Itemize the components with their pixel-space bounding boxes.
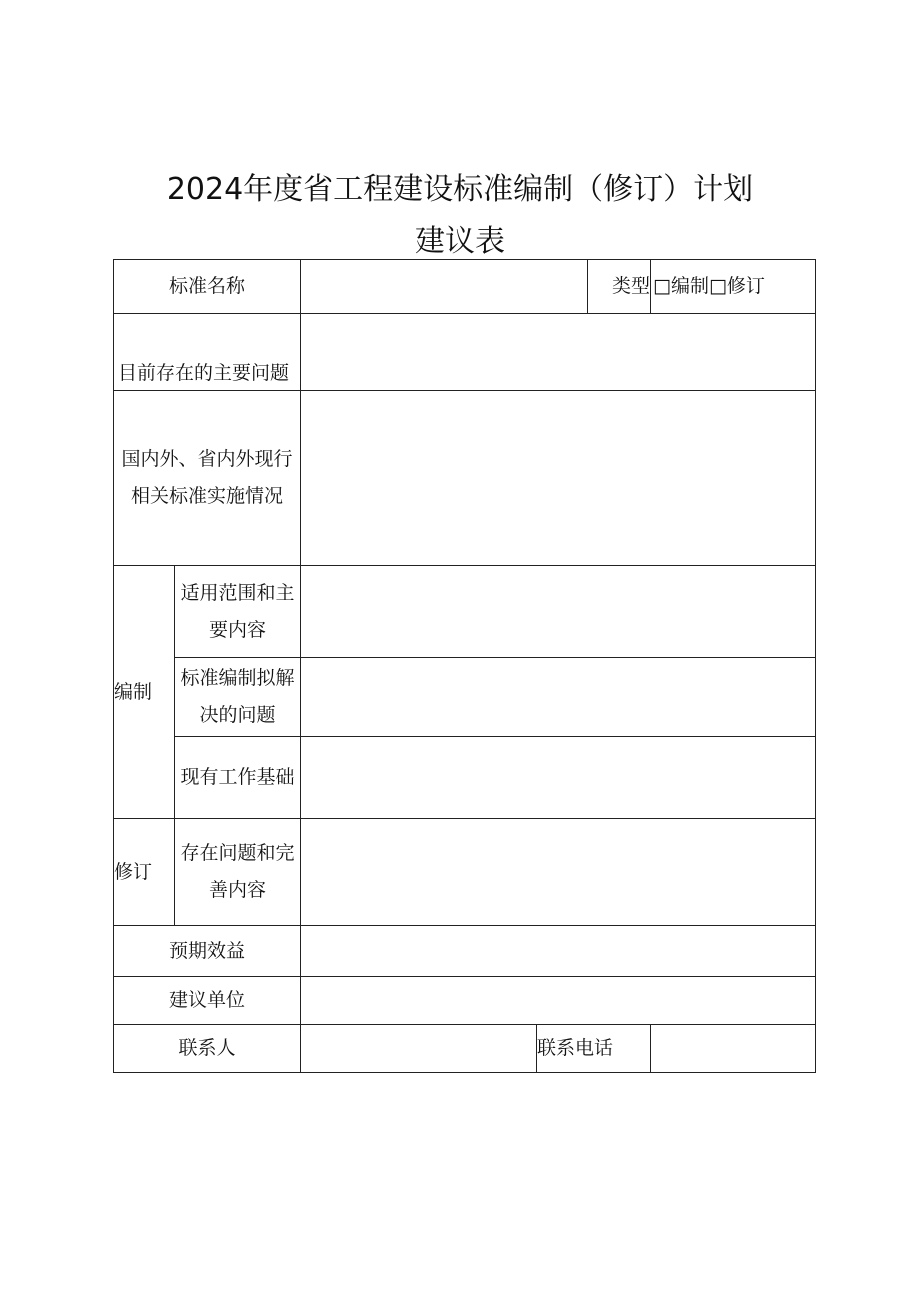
- row-compile-issues: [114, 658, 816, 737]
- contact-person-field[interactable]: [301, 1025, 537, 1073]
- row-contact: [114, 1025, 816, 1073]
- row-compile-scope: [114, 566, 816, 658]
- compile-scope-label-line-2: 要内容: [209, 618, 267, 641]
- type-options: [651, 260, 816, 314]
- contact-phone-field[interactable]: [651, 1025, 816, 1073]
- compile-foundation-label: 现有工作基础: [175, 737, 301, 819]
- type-option-revise[interactable]: □修订: [708, 275, 765, 297]
- standard-name-label: 标准名称: [114, 260, 301, 314]
- row-related-standards: [114, 391, 816, 566]
- proposing-unit-field[interactable]: [301, 977, 816, 1025]
- row-compile-foundation: [114, 737, 816, 819]
- related-standards-label: [114, 391, 301, 566]
- compile-issues-field[interactable]: [301, 658, 816, 737]
- row-expected-benefits: [114, 926, 816, 977]
- contact-phone-label: 联系电话: [537, 1025, 651, 1073]
- row-current-problems: [114, 314, 816, 391]
- revise-content-field[interactable]: [301, 819, 816, 926]
- row-standard-name: [114, 260, 816, 314]
- current-problems-label: 目前存在的主要问题: [114, 314, 301, 391]
- compile-label: 编制: [114, 566, 175, 819]
- expected-benefits-field[interactable]: [301, 926, 816, 977]
- contact-person-label: 联系人: [114, 1025, 301, 1073]
- proposing-unit-label: 建议单位: [114, 977, 301, 1025]
- compile-issues-label-line-1: 标准编制拟解: [180, 667, 295, 689]
- compile-issues-label-line-2: 决的问题: [199, 704, 276, 726]
- proposal-form-table: [113, 259, 816, 1073]
- expected-benefits-label: 预期效益: [114, 926, 301, 977]
- type-option-compile[interactable]: □编制: [653, 275, 709, 297]
- related-standards-field[interactable]: [301, 391, 816, 566]
- compile-foundation-field[interactable]: [301, 737, 816, 819]
- related-standards-label-line-2: 相关标准实施情况: [131, 485, 284, 507]
- revise-content-label-line-1: 存在问题和完: [180, 842, 295, 864]
- revise-content-label-line-2: 善内容: [209, 879, 267, 901]
- compile-scope-label: [175, 566, 301, 658]
- row-proposing-unit: [114, 977, 816, 1025]
- compile-scope-field[interactable]: [301, 566, 816, 658]
- revise-content-label: [175, 819, 301, 926]
- document-title: [0, 164, 920, 268]
- title-line-1: 2024年度省工程建设标准编制（修订）计划: [166, 172, 754, 207]
- title-line-2: 建议表: [415, 224, 505, 259]
- row-revise: [114, 819, 816, 926]
- current-problems-field[interactable]: [301, 314, 816, 391]
- revise-label: 修订: [114, 819, 175, 926]
- compile-issues-label: [175, 658, 301, 737]
- standard-name-field[interactable]: [301, 260, 588, 314]
- compile-scope-label-line-1: 适用范围和主: [180, 581, 295, 604]
- related-standards-label-line-1: 国内外、省内外现行: [121, 448, 293, 470]
- type-label: 类型: [588, 260, 651, 314]
